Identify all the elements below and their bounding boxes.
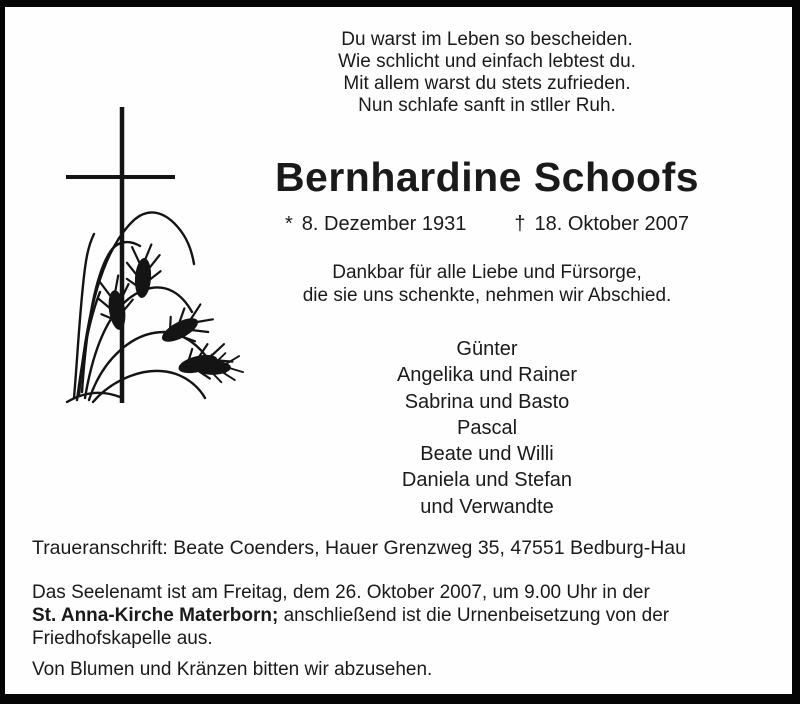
service-line: St. Anna-Kirche Materborn; anschließend ist die Urnenbeisetzung von der <box>32 605 670 626</box>
flowers-note: Von Blumen und Kränzen bitten wir abzusehen. <box>32 659 433 680</box>
birth-date: * 8. Dezember 1931 <box>284 213 467 235</box>
farewell-line: Dankbar für alle Liebe und Fürsorge, <box>332 262 642 283</box>
birth-star-symbol: * <box>284 213 293 235</box>
poem-line: Mit allem warst du stets zufrieden. <box>343 73 631 94</box>
church-name: St. Anna-Kirche Materborn; <box>32 605 279 626</box>
poem-line: Nun schlafe sanft in stller Ruh. <box>358 95 616 116</box>
mourner-name: Sabrina und Basto <box>404 390 570 413</box>
mourner-name: Daniela und Stefan <box>401 469 573 492</box>
mourner-name: Günter <box>456 338 518 360</box>
service-line: Das Seelenamt ist am Freitag, dem 26. Oktober 2007, um 9.00 Uhr in der <box>32 582 650 603</box>
death-cross-symbol: † <box>514 213 526 235</box>
service-info <box>32 581 762 650</box>
service-line: Friedhofskapelle aus. <box>32 628 213 649</box>
mourner-name: und Verwandte <box>420 495 554 518</box>
mourner-name: Angelika und Rainer <box>396 364 578 387</box>
farewell-line: die sie uns schenkte, nehmen wir Abschied. <box>302 285 672 306</box>
mourner-name: Pascal <box>456 416 518 439</box>
death-date: † 18. Oktober 2007 <box>514 213 690 235</box>
mourner-name: Beate und Willi <box>420 443 554 466</box>
mourners-list <box>180 336 794 520</box>
life-dates <box>180 212 794 236</box>
memorial-poem <box>180 29 794 117</box>
condolence-address: Traueranschrift: Beate Coenders, Hauer Grenzweg 35, 47551 Bedburg-Hau <box>32 537 686 559</box>
poem-line: Wie schlicht und einfach lebtest du. <box>338 51 636 72</box>
poem-line: Du warst im Leben so bescheiden. <box>341 29 633 50</box>
deceased-name: Bernhardine Schoofs <box>274 154 700 200</box>
farewell-text <box>180 261 794 307</box>
